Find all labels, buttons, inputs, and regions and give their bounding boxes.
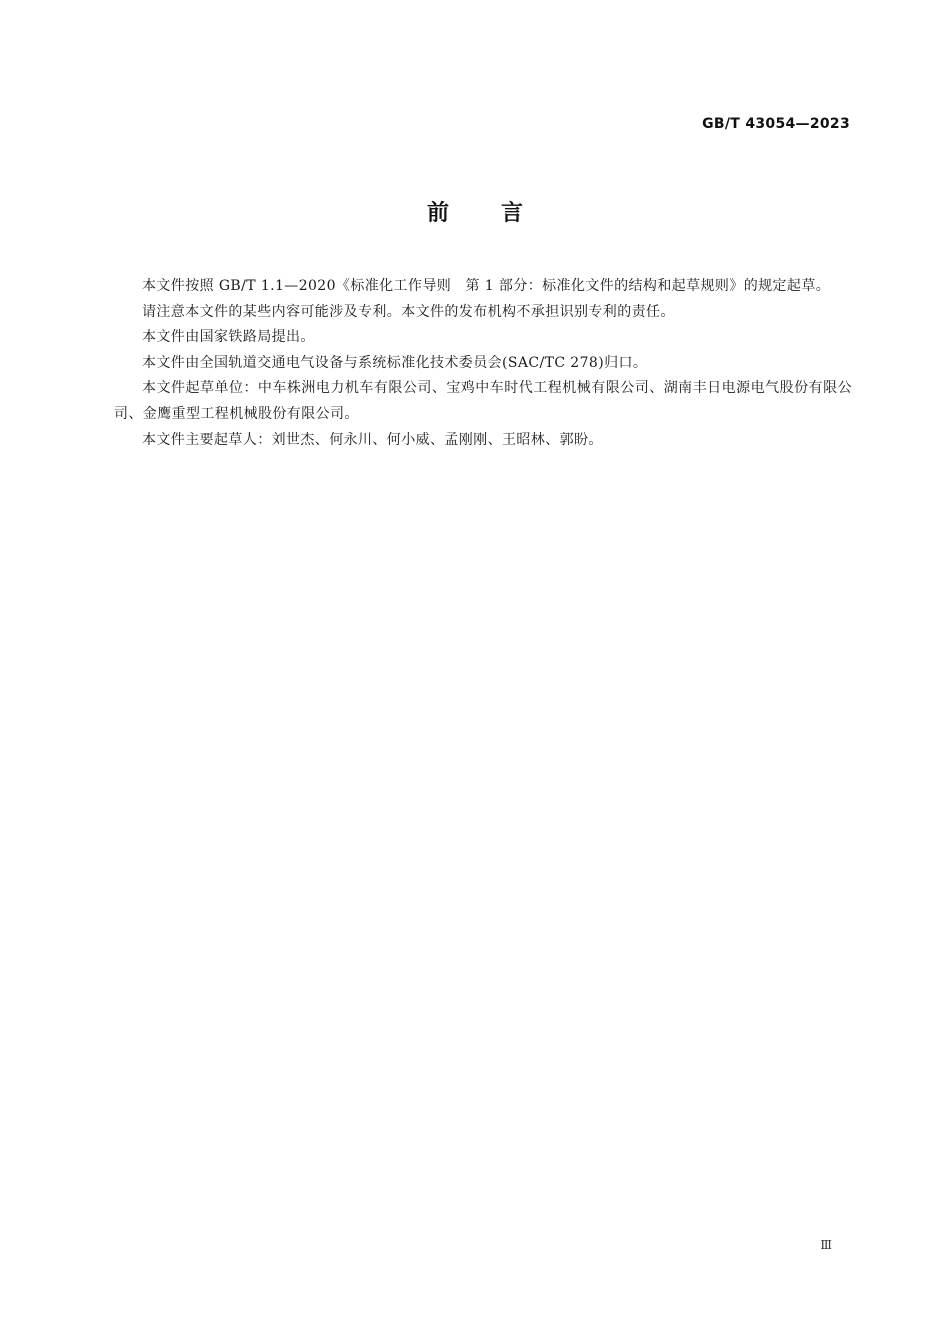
paragraph-drafting-units: 本文件起草单位：中车株洲电力机车有限公司、宝鸡中车时代工程机械有限公司、湖南丰日电源电气股份有限公司、金鹰重型工程机械股份有限公司。	[114, 380, 852, 422]
paragraph-proposer: 本文件由国家铁路局提出。	[142, 329, 315, 346]
paragraph-drafters: 本文件主要起草人：刘世杰、何永川、何小威、孟刚刚、王昭林、郭盼。	[142, 431, 603, 448]
paragraph-patent-notice: 请注意本文件的某些内容可能涉及专利。本文件的发布机构不承担识别专利的责任。	[142, 303, 675, 320]
paragraph-drafting-rules: 本文件按照 GB/T 1.1—2020《标准化工作导则 第 1 部分：标准化文件的结构和起草规则》的规定起草。	[142, 278, 831, 294]
section-title: 前言	[426, 201, 575, 226]
page-number: Ⅲ	[820, 1238, 832, 1252]
paragraph-committee: 本文件由全国轨道交通电气设备与系统标准化技术委员会(SAC/TC 278)归口。	[142, 354, 648, 371]
foreword-body	[114, 274, 852, 453]
standard-code: GB/T 43054—2023	[702, 116, 850, 132]
